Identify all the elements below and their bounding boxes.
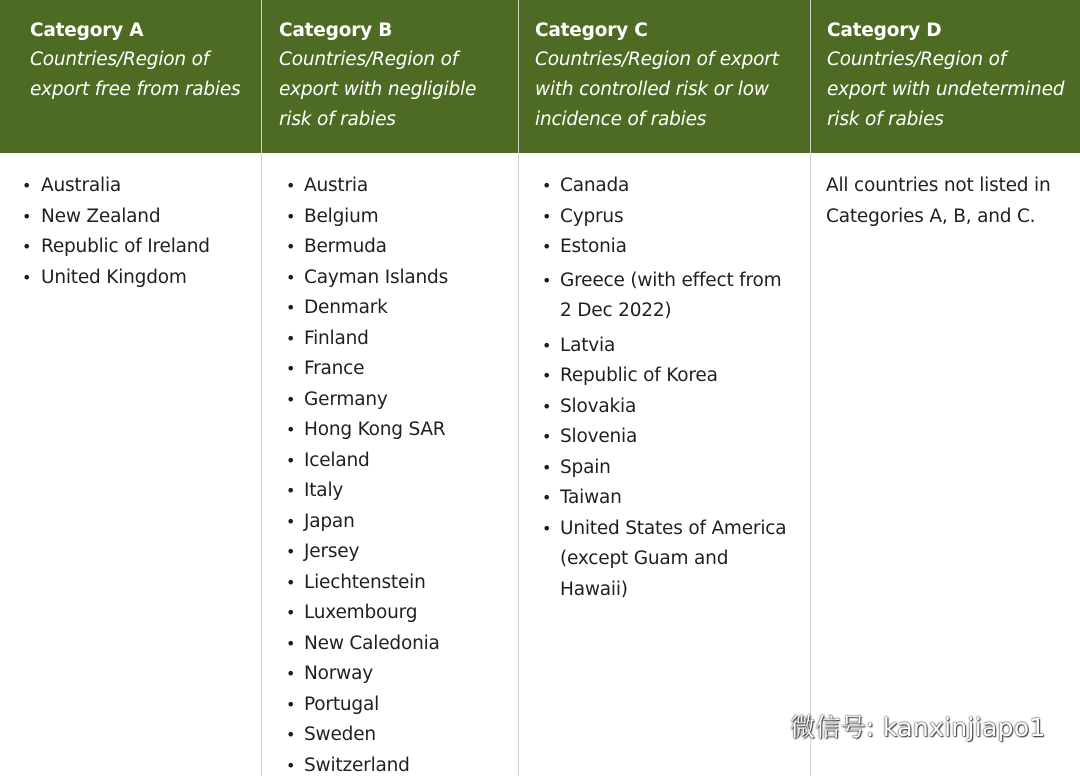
country-name: Denmark [304,297,388,318]
watermark [736,706,1046,746]
country-name: New Zealand [41,206,160,227]
bullet-icon: • [286,720,295,751]
bullet-icon: • [286,415,295,446]
country-name: Switzerland [304,755,410,776]
category-a-header [0,0,261,153]
category-b-body [262,153,518,781]
list-item [262,385,518,416]
country-name: Hong Kong SAR [304,419,445,440]
bullet-icon: • [542,266,551,297]
bullet-icon: • [542,232,551,263]
country-name: Slovakia [560,396,636,417]
category-c-body [519,153,810,605]
list-item [262,507,518,538]
category-d-note: All countries not listed in Categories A, B, and C. [811,171,1080,232]
bullet-icon: • [286,629,295,660]
country-name: Italy [304,480,343,501]
category-b-list [262,171,518,781]
list-item [262,232,518,263]
list-item [262,263,518,294]
bullet-icon: • [286,568,295,599]
wechat-icon [736,706,786,746]
list-item [262,446,518,477]
country-name: Cayman Islands [304,267,448,288]
bullet-icon: • [542,422,551,453]
country-name: Latvia [560,335,615,356]
country-name: Spain [560,457,611,478]
bullet-icon: • [542,361,551,392]
bullet-icon: • [286,507,295,538]
category-c-header [519,0,810,153]
category-a-title: Category A [30,17,249,45]
bullet-icon: • [286,537,295,568]
bullet-icon: • [22,202,31,233]
list-item [519,266,810,327]
country-name: Cyprus [560,206,623,227]
country-name: Australia [41,175,121,196]
country-name: Estonia [560,236,627,257]
category-b-title: Category B [279,17,506,45]
bullet-icon: • [542,483,551,514]
bullet-icon: • [286,202,295,233]
list-item [519,232,810,263]
bullet-icon: • [542,171,551,202]
bullet-icon: • [286,293,295,324]
list-item [519,331,810,362]
list-item [262,751,518,781]
bullet-icon: • [286,385,295,416]
country-name: Greece (with effect from 2 Dec 2022) [560,270,781,322]
category-b-column [262,0,519,776]
category-c-description: Countries/Region of export with controlled risk or low incidence of rabies [535,45,798,135]
bullet-icon: • [542,202,551,233]
country-name: France [304,358,364,379]
list-item [519,483,810,514]
watermark-text: 微信号: kanxinjiapo1 [790,708,1046,744]
country-name: Liechtenstein [304,572,426,593]
country-name: Sweden [304,724,376,745]
bullet-icon: • [542,331,551,362]
bullet-icon: • [286,751,295,781]
list-item [519,361,810,392]
category-a-column [0,0,262,776]
category-d-description: Countries/Region of export with undetermined risk of rabies [827,45,1068,135]
category-d-column [811,0,1080,776]
list-item [0,263,261,294]
category-c-list [519,171,810,605]
bullet-icon: • [22,263,31,294]
category-d-title: Category D [827,17,1068,45]
country-name: Iceland [304,450,370,471]
list-item [519,422,810,453]
list-item [262,202,518,233]
list-item [0,202,261,233]
bullet-icon: • [542,514,551,545]
country-name: Japan [304,511,355,532]
country-name: New Caledonia [304,633,440,654]
list-item [262,568,518,599]
list-item [519,392,810,423]
list-item [262,690,518,721]
country-name: Finland [304,328,369,349]
bullet-icon: • [286,263,295,294]
list-item [262,598,518,629]
country-name: Austria [304,175,368,196]
list-item [262,171,518,202]
category-d-body [811,153,1080,232]
bullet-icon: • [286,690,295,721]
list-item [262,720,518,751]
country-name: Portugal [304,694,379,715]
list-item [262,629,518,660]
country-name: Belgium [304,206,378,227]
list-item [519,171,810,202]
bullet-icon: • [22,232,31,263]
list-item [262,293,518,324]
country-name: United Kingdom [41,267,187,288]
category-b-description: Countries/Region of export with negligible risk of rabies [279,45,506,135]
bullet-icon: • [286,324,295,355]
country-name: Jersey [304,541,359,562]
list-item [262,354,518,385]
category-c-title: Category C [535,17,798,45]
list-item [519,453,810,484]
bullet-icon: • [286,659,295,690]
country-name: Norway [304,663,373,684]
category-a-body [0,153,261,293]
country-name: Luxembourg [304,602,417,623]
list-item [0,171,261,202]
bullet-icon: • [286,171,295,202]
bullet-icon: • [542,392,551,423]
country-name: United States of America (except Guam and Hawaii) [560,518,786,600]
bullet-icon: • [286,476,295,507]
list-item [519,202,810,233]
list-item [262,537,518,568]
list-item [262,659,518,690]
category-c-column [519,0,811,776]
country-name: Canada [560,175,629,196]
bullet-icon: • [286,354,295,385]
category-b-header [262,0,518,153]
country-name: Bermuda [304,236,387,257]
list-item [0,232,261,263]
country-name: Republic of Ireland [41,236,210,257]
bullet-icon: • [286,598,295,629]
bullet-icon: • [286,446,295,477]
bullet-icon: • [286,232,295,263]
list-item [262,415,518,446]
bullet-icon: • [22,171,31,202]
category-a-list [0,171,261,293]
country-name: Republic of Korea [560,365,718,386]
category-a-description: Countries/Region of export free from rabies [30,45,249,105]
list-item [519,514,810,606]
list-item [262,324,518,355]
country-name: Taiwan [560,487,622,508]
category-d-header [811,0,1080,153]
country-name: Germany [304,389,388,410]
list-item [262,476,518,507]
country-name: Slovenia [560,426,637,447]
bullet-icon: • [542,453,551,484]
